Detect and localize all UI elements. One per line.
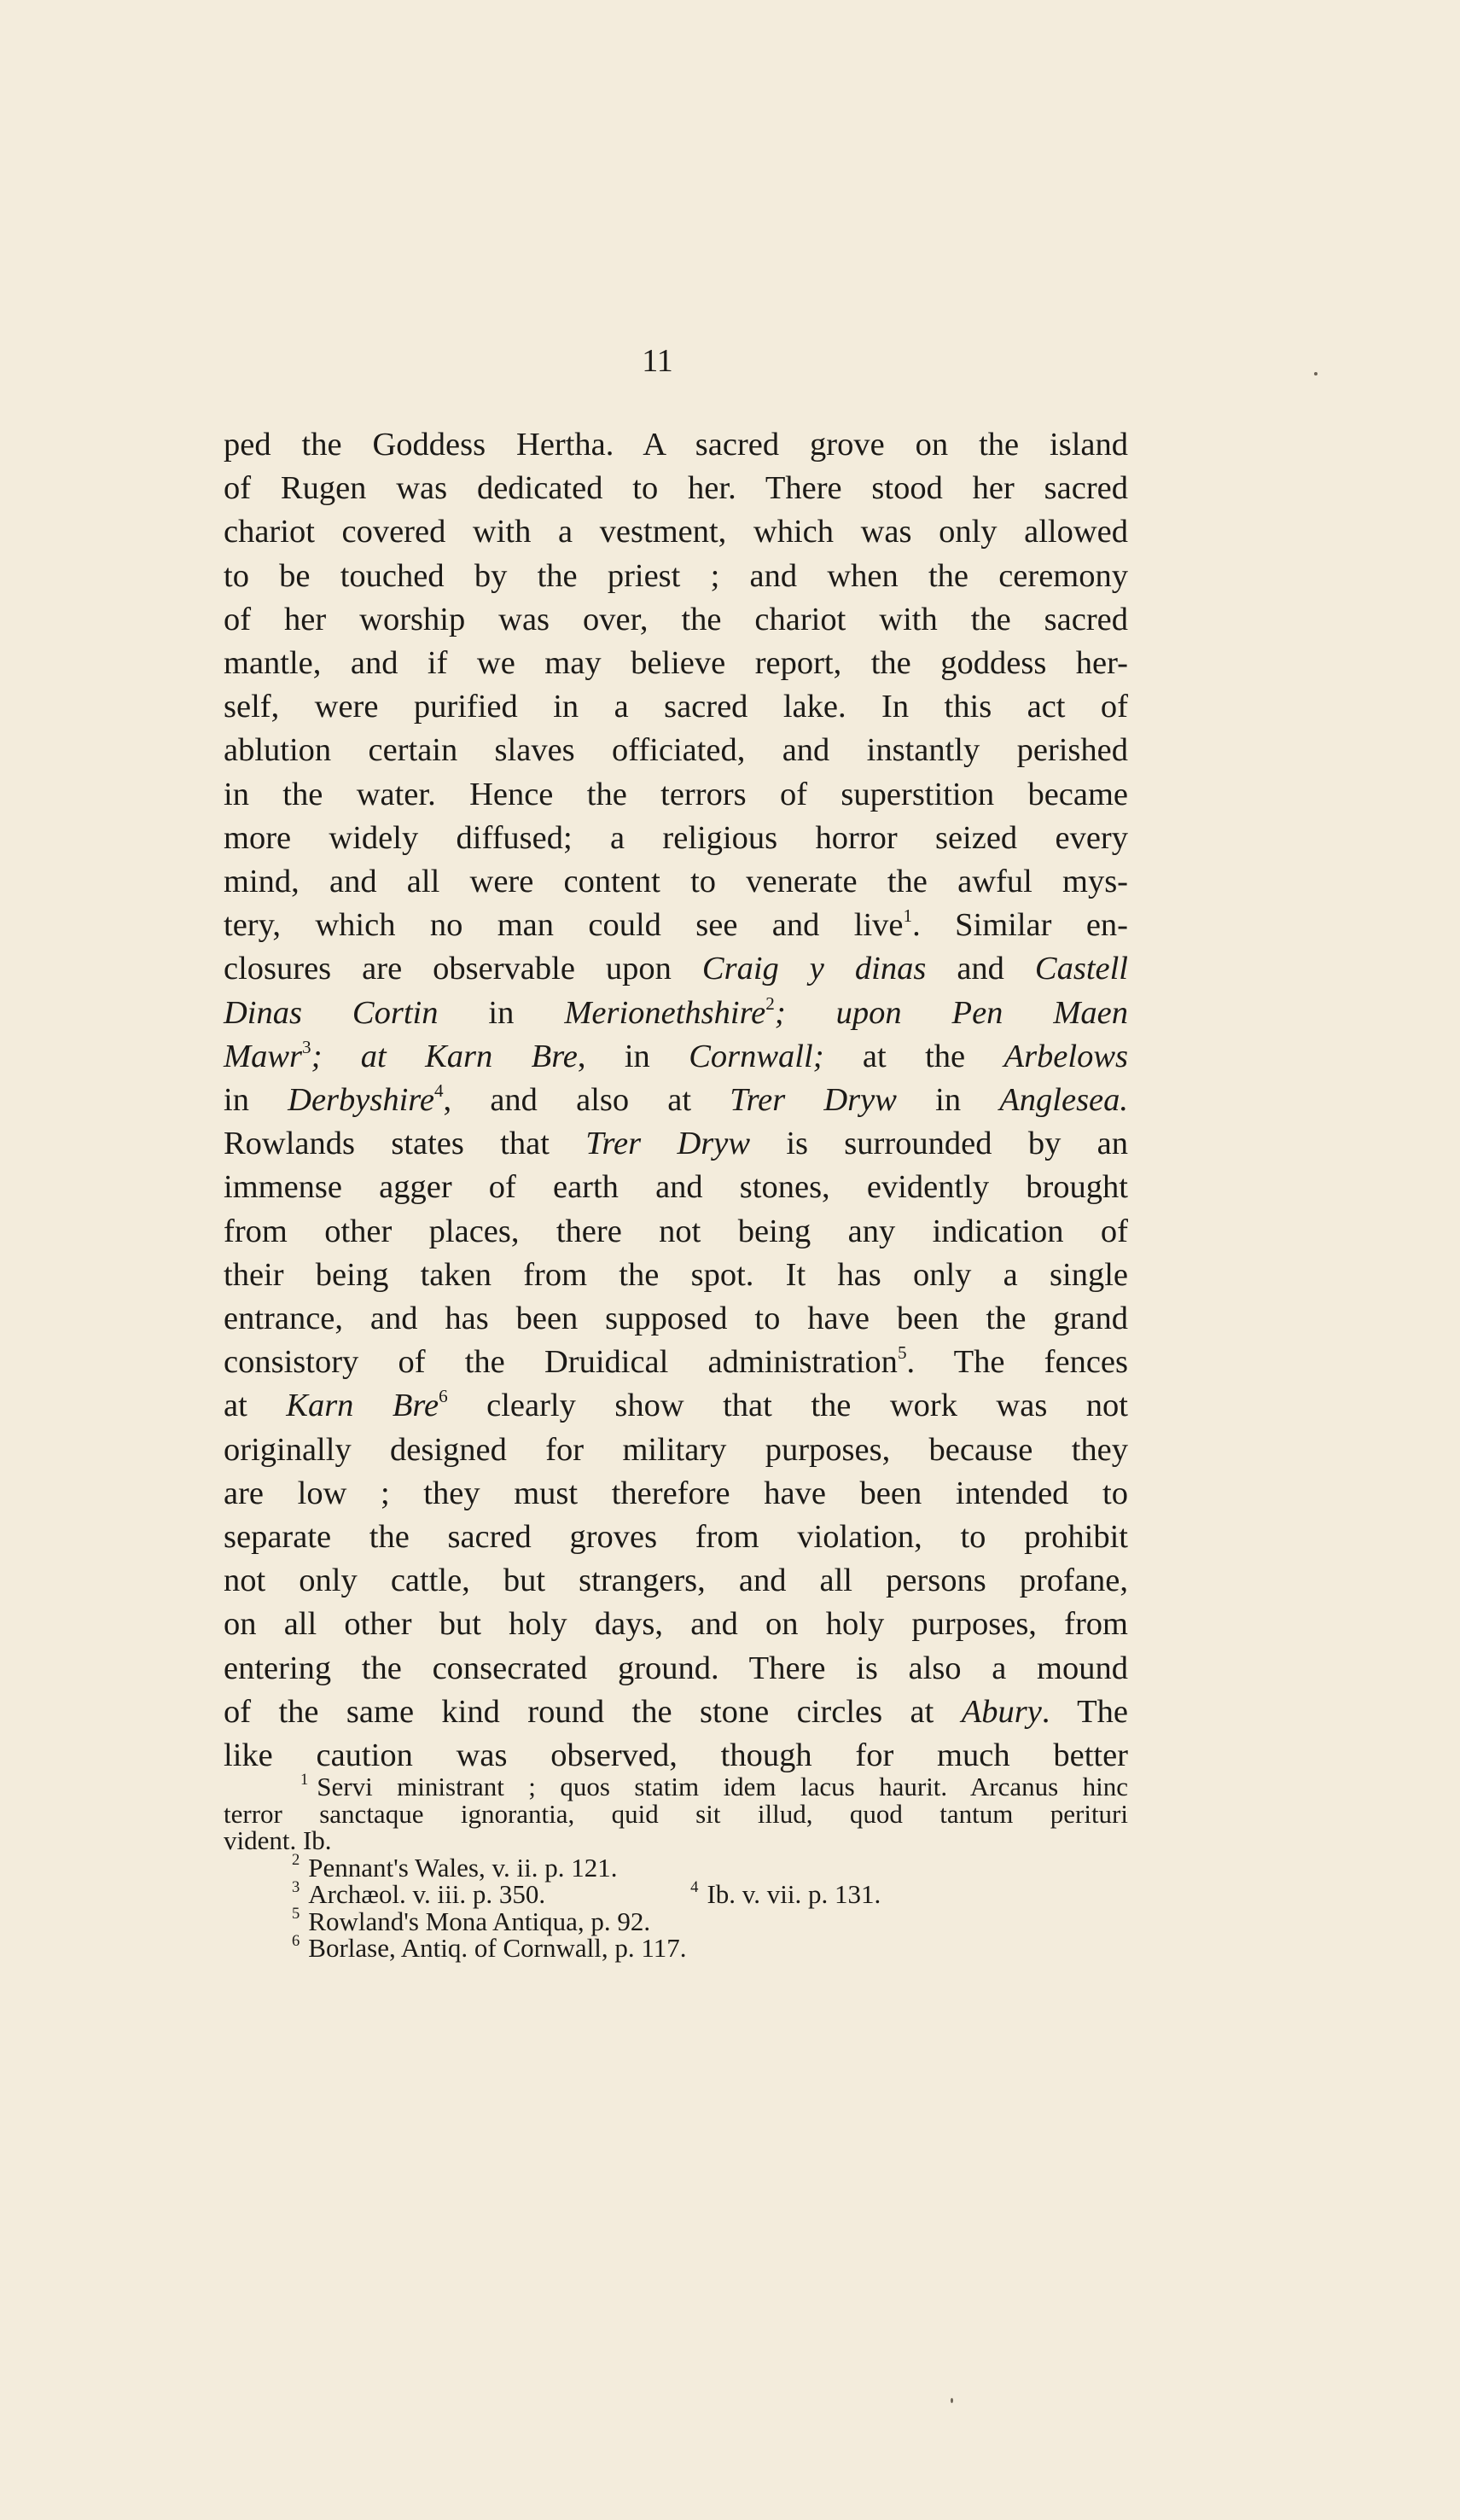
place-name: Karn Bre [286,1388,439,1424]
footnote-mark: 4 [690,1877,699,1896]
footnote-ref: 1 [903,905,913,927]
place-name: Merionethshire [564,994,766,1031]
place-name: Mawr [224,1038,302,1074]
text-line: separate the sacred groves from violation, to prohibit [224,1519,1128,1556]
place-name: Pen Maen [951,994,1128,1031]
text-line: of Rugen was dedicated to her. There stood her sacred [224,470,1128,507]
footnote-1-continued: terror sanctaque ignorantia, quid sit illud, quod tantum perituri [224,1798,1128,1829]
footnote-mark: 6 [292,1931,300,1950]
text-line: closures are observable upon Craig y dinas and Castell [224,951,1128,987]
footnote-ref: 5 [897,1342,907,1364]
footnote-mark: 3 [292,1877,300,1896]
page-number: 11 [642,343,673,379]
place-name: Anglesea. [999,1082,1129,1119]
text-line: Dinas Cortin in Merionethshire$^2$; upon Pen Maen [224,992,1128,1031]
footnote-mark: 5 [292,1905,300,1923]
place-name: Arbelows [1003,1038,1128,1074]
place-name: Trer Dryw [585,1126,750,1162]
place-name: Castell [1034,951,1128,987]
text-line: originally designed for military purposes, because they [224,1431,1128,1468]
footnote-3-4: $^3$ Archæol. v. iii. p. 350. $^4$ Ib. v. vii. p. 131. [292,1877,881,1909]
footnote-1-end: vident. Ib. [224,1825,332,1855]
text-line: entering the consecrated ground. There is also a mound [224,1650,1128,1686]
footnote-ref: 6 [439,1386,448,1407]
footnote-ref: 2 [765,992,775,1014]
place-name: Trer Dryw [730,1082,897,1119]
text-line: from other places, there not being any indication of [224,1213,1128,1249]
paper-speck [951,2398,953,2403]
footnote-2: $^2$ Pennant's Wales, v. ii. p. 121. [292,1851,618,1883]
text-line: in Derbyshire$^4$, and also at Trer Dryw in Anglesea. [224,1080,1129,1119]
place-name: Craig y dinas [701,951,927,987]
text-line: ablution certain slaves officiated, and instantly perished [224,732,1128,769]
text-line: self, were purified in a sacred lake. In this act of [224,689,1128,725]
text-line: at Karn Bre$^6$ clearly show that the work was not [224,1386,1128,1424]
place-name: Derbyshire [288,1082,434,1119]
footnote-6: $^6$ Borlase, Antiq. of Cornwall, p. 117. [292,1931,687,1963]
text-line: consistory of the Druidical administration$^5$. The fences [224,1342,1128,1381]
footnote-mark: 2 [292,1851,300,1870]
footnote-mark: 1 [300,1770,309,1789]
footnote-ref: 3 [301,1036,311,1057]
text-line: of the same kind round the stone circles at Abury. The [224,1693,1128,1730]
body-text [224,423,1128,1778]
paper-speck [1314,372,1317,375]
place-name: Abury [961,1693,1042,1730]
text-line: are low ; they must therefore have been intended to [224,1475,1128,1511]
text-line: chariot covered with a vestment, which was only allowed [224,514,1128,550]
text-line: more widely diffused; a religious horror seized every [224,819,1128,856]
text-line: not only cattle, but strangers, and all persons profane, [224,1563,1128,1599]
text-line: entrance, and has been supposed to have been the grand [224,1301,1128,1337]
text-line: ped the Goddess Hertha. A sacred grove on the island [224,427,1128,463]
footnote-5: $^5$ Rowland's Mona Antiqua, p. 92. [292,1905,651,1936]
text-line: their being taken from the spot. It has only a single [224,1256,1128,1293]
text-line: to be touched by the priest ; and when the ceremony [224,557,1128,594]
text-line: mantle, and if we may believe report, the goddess her- [224,645,1128,682]
text-line: on all other but holy days, and on holy purposes, from [224,1606,1128,1643]
text-line: like caution was observed, though for much better [224,1737,1128,1774]
text-line: Mawr$^3$; at Karn Bre, in Cornwall; at the Arbelows [224,1036,1128,1074]
text-line: mind, and all were content to venerate the awful mys- [224,864,1128,900]
text-line: in the water. Hence the terrors of superstition became [224,776,1128,812]
footnote-1: $^1$ Servi ministrant ; quos statim idem lacus haurit. Arcanus hinc [300,1770,1128,1801]
footnote-ref: 4 [433,1080,444,1102]
text-line: tery, which no man could see and live$^1$. Similar en- [224,905,1128,944]
place-name: Karn Bre [425,1038,578,1074]
text-line: of her worship was over, the chariot with the sacred [224,601,1128,637]
place-name: Dinas Cortin [224,994,439,1031]
text-line: immense agger of earth and stones, evidently brought [224,1169,1128,1206]
text-line: Rowlands states that Trer Dryw is surrounded by an [224,1126,1128,1162]
place-name: Cornwall; [689,1038,824,1074]
footnotes [224,1770,1128,1963]
